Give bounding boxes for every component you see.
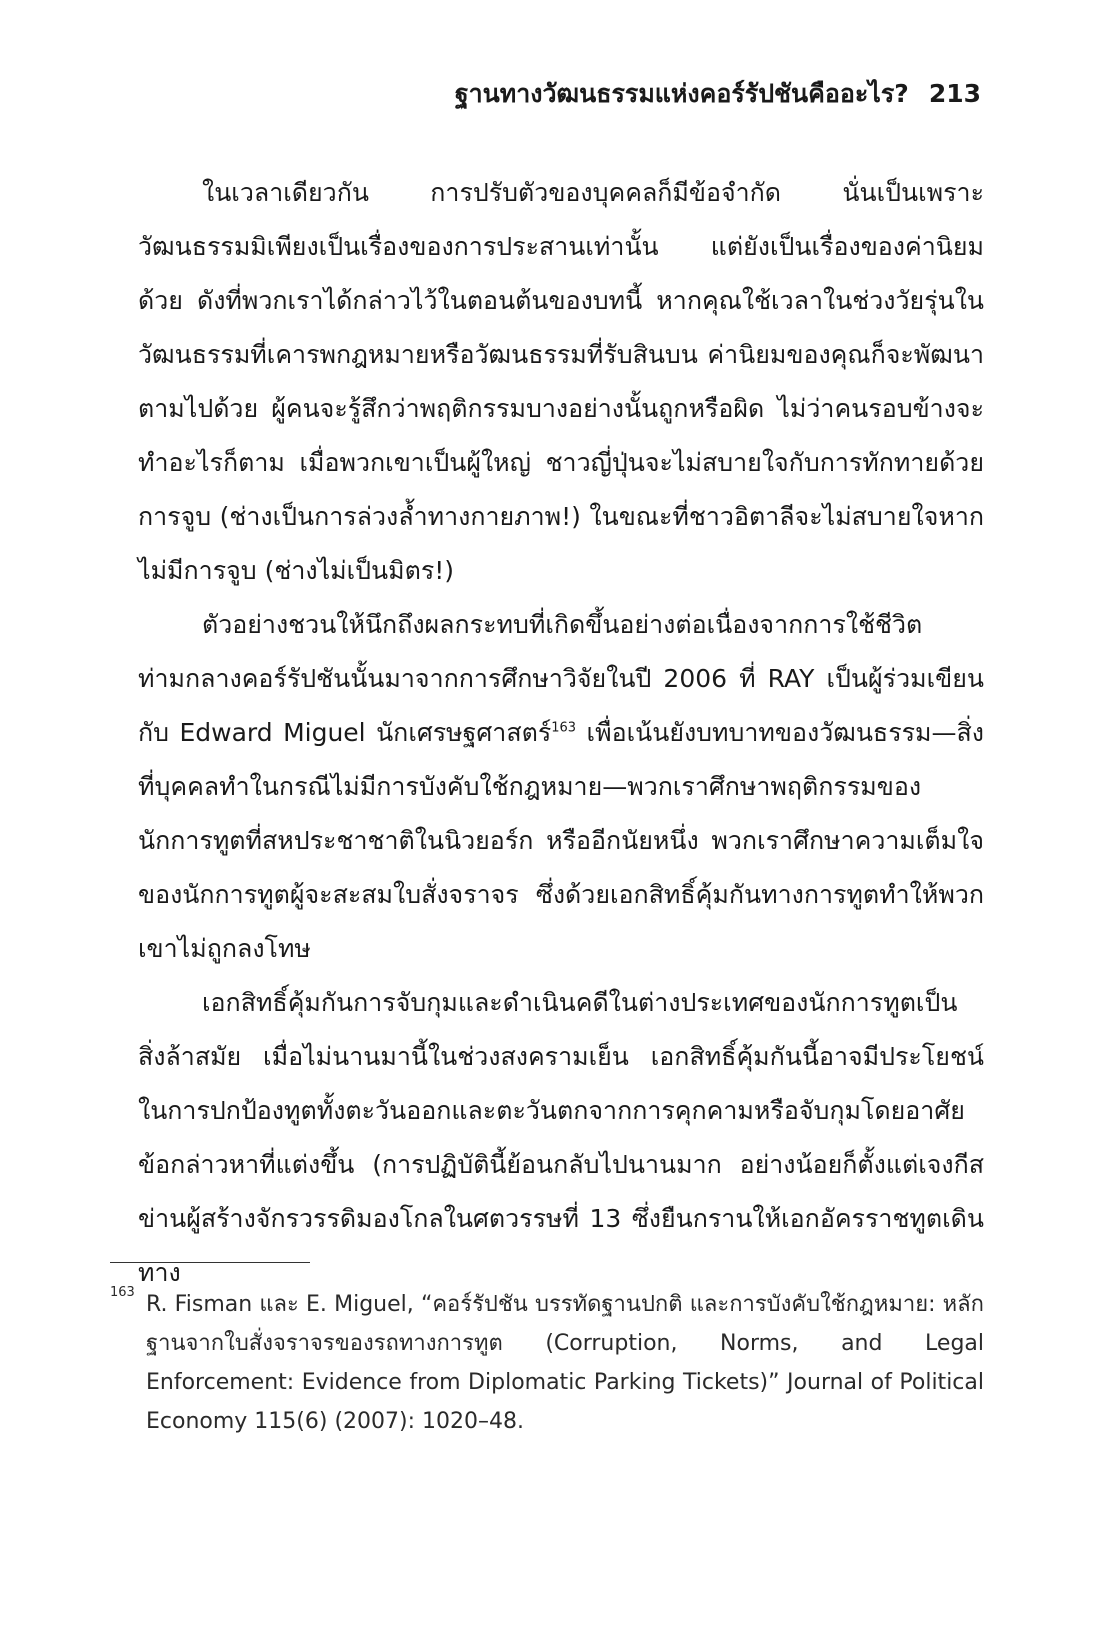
page-number: 213	[928, 79, 981, 108]
paragraph-2	[138, 598, 984, 976]
footnote-divider	[110, 1262, 310, 1263]
footnote-text: R. Fisman และ E. Miguel, “คอร์รัปชัน บรรทัดฐานปกติ และการบังคับใช้กฎหมาย: หลักฐานจากใบสั่งจราจรของรถทางการทูต (Corruption, Norms, and Legal Enforcement: Evidence from Diplomatic Parking Tickets)” Journal of Political Economy 115(6) (2007): 1020–48.	[146, 1292, 984, 1434]
main-text	[138, 166, 984, 1300]
paragraph-2-text-after: เพื่อเน้นยังบทบาทของวัฒนธรรม—สิ่งที่บุคคลทำในกรณีไม่มีการบังคับใช้กฎหมาย—พวกเราศึกษาพฤติกรรมของนักการทูตที่สหประชาชาติในนิวยอร์ก หรืออีกนัยหนึ่ง พวกเราศึกษาความเต็มใจของนักการทูตผู้จะสะสมใบสั่งจราจร ซึ่งด้วยเอกสิทธิ์คุ้มกันทางการทูตทำให้พวกเขาไม่ถูกลงโทษ	[138, 718, 984, 963]
footnote-number: 163	[110, 1285, 135, 1300]
chapter-title: ฐานทางวัฒนธรรมแห่งคอร์รัปชันคืออะไร?	[454, 79, 909, 108]
running-header	[455, 74, 981, 114]
paragraph-1: ในเวลาเดียวกัน การปรับตัวของบุคคลก็มีข้อจำกัด นั่นเป็นเพราะวัฒนธรรมมิเพียงเป็นเรื่องของการประสานเท่านั้น แต่ยังเป็นเรื่องของค่านิยมด้วย ดังที่พวกเราได้กล่าวไว้ในตอนต้นของบทนี้ หากคุณใช้เวลาในช่วงวัยรุ่นในวัฒนธรรมที่เคารพกฎหมายหรือวัฒนธรรมที่รับสินบน ค่านิยมของคุณก็จะพัฒนาตามไปด้วย ผู้คนจะรู้สึกว่าพฤติกรรมบางอย่างนั้นถูกหรือผิด ไม่ว่าคนรอบข้างจะทำอะไรก็ตาม เมื่อพวกเขาเป็นผู้ใหญ่ ชาวญี่ปุ่นจะไม่สบายใจกับการทักทายด้วยการจูบ (ช่างเป็นการล่วงล้ำทางกายภาพ!) ในขณะที่ชาวอิตาลีจะไม่สบายใจหากไม่มีการจูบ (ช่างไม่เป็นมิตร!)	[138, 178, 984, 585]
paragraph-2-text-before: ตัวอย่างชวนให้นึกถึงผลกระทบที่เกิดขึ้นอย่างต่อเนื่องจากการใช้ชีวิตท่ามกลางคอร์รัปชันนั้นมาจากการศึกษาวิจัยในปี 2006 ที่ RAY เป็นผู้ร่วมเขียนกับ Edward Miguel นักเศรษฐศาสตร์	[138, 610, 984, 747]
paragraph-3: เอกสิทธิ์คุ้มกันการจับกุมและดำเนินคดีในต่างประเทศของนักการทูตเป็นสิ่งล้าสมัย เมื่อไม่นานมานี้ในช่วงสงครามเย็น เอกสิทธิ์คุ้มกันนี้อาจมีประโยชน์ในการปกป้องทูตทั้งตะวันออกและตะวันตกจากการคุกคามหรือจับกุมโดยอาศัยข้อกล่าวหาที่แต่งขึ้น (การปฏิบัตินี้ย้อนกลับไปนานมาก อย่างน้อยก็ตั้งแต่เจงกีสข่านผู้สร้างจักรวรรดิมองโกลในศตวรรษที่ 13 ซึ่งยืนกรานให้เอกอัครราชทูตเดินทาง	[138, 988, 984, 1287]
footnote-reference[interactable]: 163	[551, 720, 577, 736]
footnote	[110, 1285, 984, 1441]
